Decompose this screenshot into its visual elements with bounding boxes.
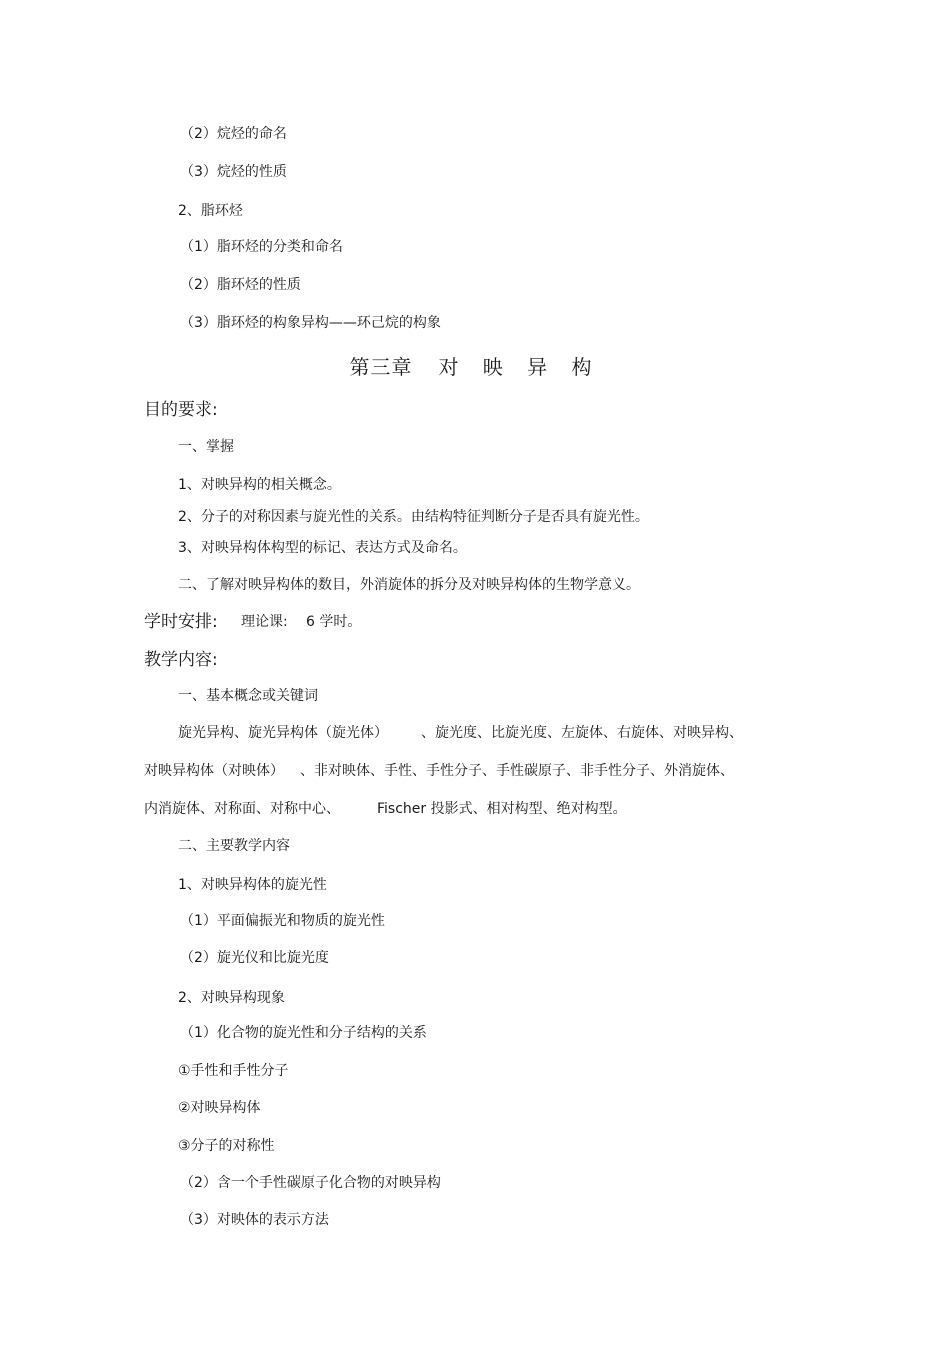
chapter-title <box>0 354 950 380</box>
content-heading: 教学内容: <box>144 650 218 670</box>
outline-item-alicyclic-properties: （2）脂环烃的性质 <box>180 277 301 293</box>
chapter-number: 第三章 <box>349 355 413 379</box>
objectives-heading: 目的要求: <box>144 400 218 420</box>
schedule-heading: 学时安排: <box>144 612 218 632</box>
section-1: 1、对映异构体的旋光性 <box>178 877 327 893</box>
keywords-line-1b: 、旋光度、比旋光度、左旋体、右旋体、对映异构、 <box>421 725 743 741</box>
outline-item-alicyclic-classification: （1）脂环烃的分类和命名 <box>180 239 343 255</box>
outline-section-alicyclic: 2、脂环烃 <box>178 203 243 219</box>
outline-item-alkane-naming: （2）烷烃的命名 <box>180 126 287 142</box>
objectives-master: 一、掌握 <box>178 439 234 455</box>
schedule-value: 6 学时。 <box>306 614 362 630</box>
keywords-line-3a: 内消旋体、对称面、对称中心、 <box>144 801 340 817</box>
keywords-line-2b: 、非对映体、手性、手性分子、手性碳原子、非手性分子、外消旋体、 <box>300 763 734 779</box>
outline-item-alkane-properties: （3）烷烃的性质 <box>180 164 287 180</box>
schedule-label: 理论课: <box>241 614 288 630</box>
keywords-line-3b: Fischer 投影式、相对构型、绝对构型。 <box>377 801 627 817</box>
objectives-understand: 二、了解对映异构体的数目，外消旋体的拆分及对映异构体的生物学意义。 <box>178 577 640 593</box>
keywords-heading: 一、基本概念或关键词 <box>178 688 318 704</box>
section-2-1-b: ②对映异构体 <box>178 1100 261 1116</box>
section-2-1: （1）化合物的旋光性和分子结构的关系 <box>180 1025 427 1041</box>
main-content-heading: 二、主要教学内容 <box>178 838 290 854</box>
section-2: 2、对映异构现象 <box>178 990 285 1006</box>
section-2-3: （3）对映体的表示方法 <box>180 1212 329 1228</box>
section-2-1-c: ③分子的对称性 <box>178 1138 275 1154</box>
objectives-point-1: 1、对映异构的相关概念。 <box>178 477 341 493</box>
section-1-2: （2）旋光仪和比旋光度 <box>180 950 329 966</box>
section-2-1-a: ①手性和手性分子 <box>178 1063 289 1079</box>
keywords-line-2a: 对映异构体（对映体） <box>144 763 284 779</box>
keywords-line-1a: 旋光异构、旋光异构体（旋光体） <box>178 725 388 741</box>
chapter-name: 对 映 异 构 <box>438 355 601 379</box>
objectives-point-2: 2、分子的对称因素与旋光性的关系。由结构特征判断分子是否具有旋光性。 <box>178 509 649 525</box>
objectives-point-3: 3、对映异构体构型的标记、表达方式及命名。 <box>178 540 467 556</box>
outline-item-alicyclic-conformation: （3）脂环烃的构象异构——环己烷的构象 <box>180 315 441 331</box>
section-2-2: （2）含一个手性碳原子化合物的对映异构 <box>180 1175 441 1191</box>
section-1-1: （1）平面偏振光和物质的旋光性 <box>180 913 385 929</box>
